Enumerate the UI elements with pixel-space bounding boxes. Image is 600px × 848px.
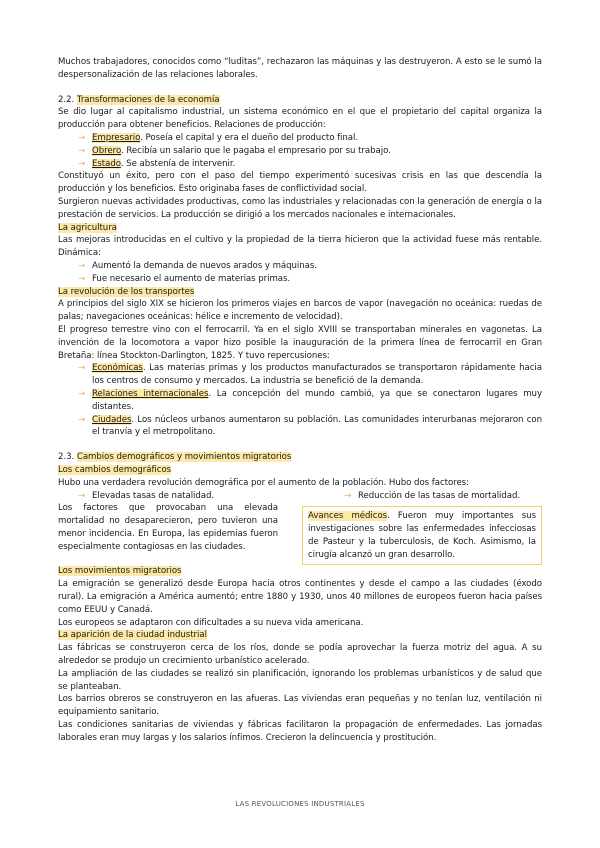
subheading-transportes: [58, 286, 542, 299]
paragraph: Los europeos se adaptaron con dificultades a su nueva vida americana.: [58, 617, 364, 628]
list-item: [78, 260, 542, 273]
item-text: . Poseía el capital y era el dueño del producto final.: [140, 132, 359, 143]
paragraph: Constituyó un éxito, pero con el paso del tiempo experimentó sucesivas crisis en las que descendía la producción y los beneficios. Esto originaba fases de conflictividad social.: [58, 171, 542, 195]
item-text: . Los núcleos urbanos aumentaron su población. Las comunidades interurbanas mejoraron con el tranvía y el metropolitano.: [92, 414, 542, 438]
paragraph: La emigración se generalizó desde Europa hacia otros continentes y desde el campo a las ciudades (éxodo rural). La emigración a América aumentó; entre 1880 y 1930, unos 40 millones de europeos fueron hacia países como EEUU y Canadá.: [58, 579, 542, 615]
list-item: [78, 388, 542, 414]
item-text: Fue necesario el aumento de materias primas.: [92, 273, 291, 284]
section-number: 2.3.: [58, 452, 75, 463]
medical-advances-box: [302, 506, 542, 565]
arrow-icon: →: [78, 273, 86, 284]
subheading-text: La agricultura: [58, 222, 117, 233]
intro-paragraph: Muchos trabajadores, conocidos como “luditas”, rechazaron las máquinas y las destruyeron. A esto se le sumó la despersonalización de las relaciones laborales.: [58, 57, 542, 80]
demography-row: [58, 502, 542, 565]
list-item: [78, 414, 542, 440]
page-footer: LAS REVOLUCIONES INDUSTRIALES: [235, 800, 365, 808]
section-number: 2.2.: [58, 94, 75, 105]
paragraph: Las fábricas se construyeron cerca de los ríos, donde se podía aprovechar la fuerza motriz del agua. A su alrededor se produjo un crecimiento urbanístico acelerado.: [58, 643, 542, 667]
subheading-agricultura: [58, 222, 542, 235]
item-text: . Se abstenía de intervenir.: [120, 158, 236, 169]
arrow-icon: →: [78, 132, 86, 143]
section-title: Cambios demográficos y movimientos migratorios: [76, 452, 292, 463]
agriculture-list: [58, 260, 542, 286]
paragraph: Las mejoras introducidas en el cultivo y la propiedad de la tierra hicieron que la actividad fuese más rentable. Dinámica:: [58, 235, 542, 259]
list-item: [78, 132, 542, 145]
list-item: [78, 145, 542, 158]
term: Estado: [92, 158, 121, 169]
item-text: Aumentó la demanda de nuevos arados y máquinas.: [92, 260, 317, 271]
subheading-text: La revolución de los transportes: [58, 286, 195, 297]
paragraph: Surgieron nuevas actividades productivas, como las industriales y relacionadas con la generación de energía o la prestación de servicios. La producción se dirigió a los mercados nacionales e internacionales.: [58, 196, 542, 220]
arrow-icon: →: [78, 490, 86, 501]
repercussions-list: [58, 362, 542, 439]
list-item: [344, 490, 542, 503]
factors-list: [58, 490, 542, 503]
item-text: . Recibía un salario que le pagaba el empresario por su trabajo.: [121, 145, 391, 156]
paragraph: Hubo una verdadera revolución demográfica por el aumento de la población. Hubo dos factores:: [58, 477, 469, 488]
item-text: Elevadas tasas de natalidad.: [92, 490, 215, 501]
term: Empresario: [92, 132, 141, 143]
list-item: [78, 273, 542, 286]
term: Relaciones internacionales: [92, 388, 209, 399]
term: Ciudades: [92, 414, 132, 425]
item-text: . La concepción del mundo cambió, ya que se conectaron lugares muy distantes.: [92, 388, 542, 412]
paragraph: Los barrios obreros se construyeron en las afueras. Las viviendas eran pequeñas y no tenían luz, ventilación ni equipamiento sanitario.: [58, 694, 542, 718]
arrow-icon: →: [78, 145, 86, 156]
arrow-icon: →: [78, 388, 86, 399]
list-item: [78, 490, 292, 503]
paragraph: Se dio lugar al capitalismo industrial, un sistema económico en el que el propietario del capital organiza la producción para obtener beneficios. Relaciones de producción:: [58, 107, 542, 131]
subheading-text: Los cambios demográficos: [58, 464, 172, 475]
document-page: [58, 56, 542, 745]
item-text: Reducción de las tasas de mortalidad.: [358, 490, 521, 501]
subheading-migratorios: [58, 565, 542, 578]
box-text: . Fueron muy importantes sus investigaciones sobre las enfermedades infecciosas de Pasteur y la tuberculosis, de Koch. Asimismo, la cirugía alcanzó un gran desarrollo.: [308, 511, 536, 560]
subheading-demograficos: [58, 464, 542, 477]
paragraph: Las condiciones sanitarias de viviendas y fábricas facilitaron la propagación de enfermedades. Las jornadas laborales eran muy largas y los salarios ínfimos. Crecieron la delincuencia y prostitución.: [58, 720, 542, 743]
term: Obrero: [92, 145, 122, 156]
paragraph: La ampliación de las ciudades se realizó sin planificación, ignorando los problemas urbanísticos y de salud que se planteaban.: [58, 668, 542, 692]
list-item: [78, 362, 542, 388]
term: Avances médicos: [308, 511, 388, 522]
item-text: . Las materias primas y los productos manufacturados se transportaron rápidamente hacia los centros de consumo y mercados. La industria se benefició de la demanda.: [92, 363, 542, 387]
section-title: Transformaciones de la economía: [76, 94, 220, 105]
arrow-icon: →: [78, 363, 86, 374]
section-2-2-heading: [58, 94, 542, 107]
term: Económicas: [92, 363, 143, 374]
arrow-icon: →: [78, 260, 86, 271]
arrow-icon: →: [344, 490, 352, 501]
subheading-ciudad-industrial: [58, 629, 542, 642]
subheading-text: Los movimientos migratorios: [58, 566, 182, 577]
subheading-text: La aparición de la ciudad industrial: [58, 630, 207, 641]
paragraph: A principios del siglo XIX se hicieron los primeros viajes en barcos de vapor (navegación no oceánica: ruedas de palas; navegaciones oceánicas: hélice e incremento de velocidad).: [58, 299, 542, 323]
arrow-icon: →: [78, 158, 86, 169]
section-2-3-heading: [58, 451, 542, 464]
list-item: [78, 158, 542, 171]
paragraph: El progreso terrestre vino con el ferrocarril. Ya en el siglo XVIII se transportaban minerales en vagonetas. La invención de la locomotora a vapor hizo posible la inauguración de la primera línea de ferrocarril en Gran Bretaña: línea Stockton-Darlington, 1825. Y tuvo repercusiones:: [58, 324, 542, 361]
production-relations-list: [58, 132, 542, 170]
paragraph: Los factores que provocaban una elevada mortalidad no desaparecieron, pero tuvieron una menor incidencia. En Europa, las epidemias fueron especialmente contagiosas en las ciudades.: [58, 503, 278, 552]
arrow-icon: →: [78, 414, 86, 425]
